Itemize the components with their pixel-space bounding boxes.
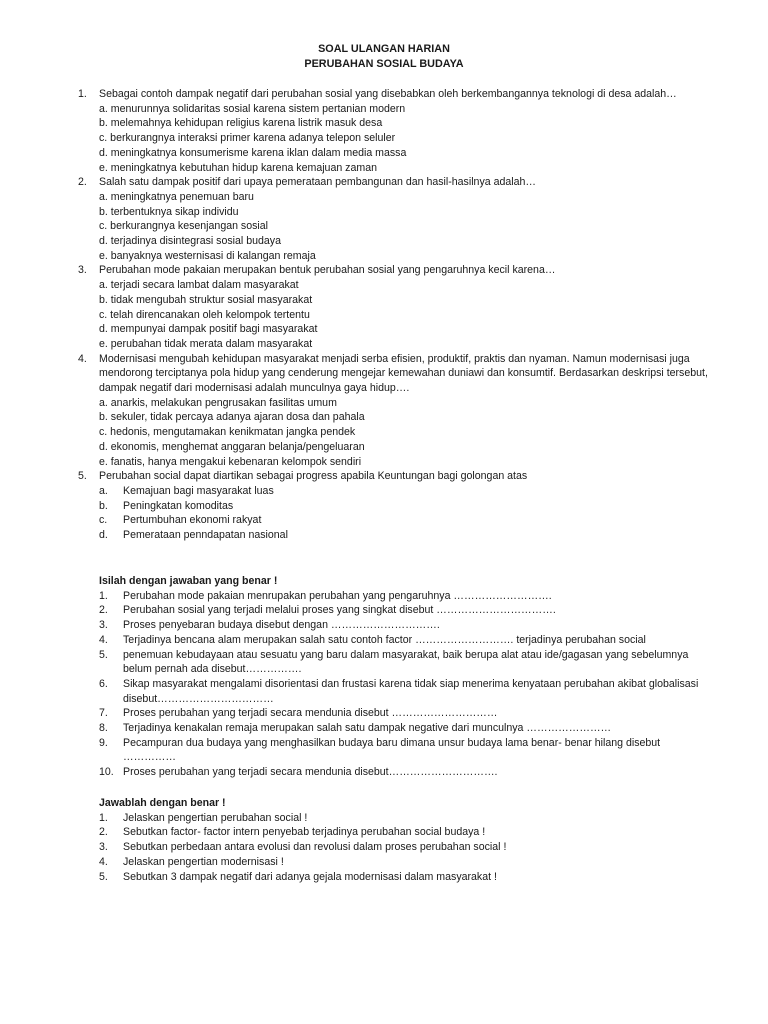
question-number: 5. bbox=[78, 470, 87, 483]
option-item: c. telah direncanakan oleh kelompok tertentu bbox=[99, 308, 310, 321]
question-text: Salah satu dampak positif dari upaya pemerataan pembangunan dan hasil-hasilnya adalah… bbox=[99, 176, 536, 189]
list-item bbox=[0, 721, 768, 736]
question-2 bbox=[0, 175, 768, 190]
list-item bbox=[0, 825, 768, 840]
question-text: Perubahan social dapat diartikan sebagai progress apabila Keuntungan bagi golongan atas bbox=[99, 470, 528, 483]
item-number: 2. bbox=[99, 604, 108, 617]
option-item: a. terjadi secara lambat dalam masyarakat bbox=[99, 279, 299, 292]
item-number: 6. bbox=[99, 677, 108, 690]
option-text: Pertumbuhan ekonomi rakyat bbox=[123, 514, 262, 527]
item-text: Pecampuran dua budaya yang menghasilkan budaya baru dimana unsur budaya lama benar- benar hilang disebut …………… bbox=[123, 736, 661, 764]
list-item bbox=[0, 840, 768, 855]
question-text: Modernisasi mengubah kehidupan masyarakat menjadi serba efisien, produktif, praktis dan nyaman. Namun modernisasi juga mendorong terciptanya pola hidup yang cenderung mengejar kemewahan duniawi dan konsumtif. Berdasarkan deskripsi tersebut, dampak negatif dari modernisasi adalah munculnya gaya hidup…. bbox=[99, 352, 708, 395]
section-title: Isilah dengan jawaban yang benar ! bbox=[99, 575, 278, 587]
list-item bbox=[0, 870, 768, 885]
item-text: Jelaskan pengertian modernisasi ! bbox=[123, 855, 284, 868]
option-item: d. mempunyai dampak positif bagi masyarakat bbox=[99, 323, 318, 336]
item-number: 5. bbox=[99, 648, 108, 661]
option-item: a. anarkis, melakukan pengrusakan fasilitas umum bbox=[99, 396, 337, 409]
list-item bbox=[0, 736, 768, 765]
item-number: 1. bbox=[99, 589, 108, 602]
question-number: 1. bbox=[78, 88, 87, 100]
document-subtitle: PERUBAHAN SOSIAL BUDAYA bbox=[304, 58, 464, 70]
option-letter: a. bbox=[99, 484, 108, 497]
option-item: b. melemahnya kehidupan religius karena listrik masuk desa bbox=[99, 117, 383, 130]
list-item bbox=[0, 677, 768, 706]
option-item bbox=[0, 513, 768, 528]
item-text: penemuan kebudayaan atau sesuatu yang baru dalam masyarakat, baik berupa alat atau ide/gagasan yang sebelumnya belum pernah ada disebut……………. bbox=[123, 648, 689, 676]
option-item bbox=[0, 528, 768, 543]
option-letter: b. bbox=[99, 499, 108, 512]
option-text: Kemajuan bagi masyarakat luas bbox=[123, 484, 274, 497]
list-item bbox=[0, 603, 768, 618]
item-number: 10. bbox=[99, 766, 114, 779]
item-text: Proses perubahan yang terjadi secara mendunia disebut…………………………. bbox=[123, 766, 498, 779]
question-text: Sebagai contoh dampak negatif dari perubahan sosial yang disebabkan oleh berkembangannya teknologi di desa adalah… bbox=[99, 88, 677, 100]
question-3 bbox=[0, 263, 768, 278]
essay-section bbox=[0, 796, 768, 884]
fill-in-section bbox=[0, 574, 768, 780]
item-text: Proses penyebaran budaya disebut dengan …………………………. bbox=[123, 619, 440, 632]
item-number: 8. bbox=[99, 722, 108, 735]
item-number: 3. bbox=[99, 841, 108, 854]
option-item: e. perubahan tidak merata dalam masyarakat bbox=[99, 337, 313, 350]
item-text: Sebutkan perbedaan antara evolusi dan revolusi dalam proses perubahan social ! bbox=[123, 841, 507, 854]
option-item: b. tidak mengubah struktur sosial masyarakat bbox=[99, 293, 313, 306]
option-item: a. meningkatnya penemuan baru bbox=[99, 190, 254, 203]
document-title: SOAL ULANGAN HARIAN bbox=[318, 43, 450, 55]
question-text: Perubahan mode pakaian merupakan bentuk perubahan sosial yang pengaruhnya kecil karena… bbox=[99, 264, 556, 277]
item-number: 4. bbox=[99, 855, 108, 868]
option-item: e. fanatis, hanya mengakui kebenaran kelompok sendiri bbox=[99, 455, 362, 468]
option-text: Peningkatan komoditas bbox=[123, 499, 234, 512]
item-text: Sikap masyarakat mengalami disorientasi dan frustasi karena tidak siap menerima kenyataan perubahan akibat globalisasi disebut…………………………… bbox=[123, 677, 699, 705]
item-text: Perubahan mode pakaian menrupakan perubahan yang pengaruhnya ………………………. bbox=[123, 589, 552, 602]
option-text: Pemerataan penndapatan nasional bbox=[123, 529, 288, 542]
item-number: 2. bbox=[99, 826, 108, 839]
item-text: Perubahan sosial yang terjadi melalui proses yang singkat disebut ……………………………. bbox=[123, 604, 556, 617]
item-number: 3. bbox=[99, 619, 108, 632]
list-item bbox=[0, 811, 768, 826]
option-item: b. sekuler, tidak percaya adanya ajaran dosa dan pahala bbox=[99, 411, 365, 424]
item-text: Proses perubahan yang terjadi secara mendunia disebut ………………………… bbox=[123, 707, 498, 720]
option-item: d. meningkatnya konsumerisme karena iklan dalam media massa bbox=[99, 146, 407, 159]
list-item bbox=[0, 633, 768, 648]
option-item: b. terbentuknya sikap individu bbox=[99, 205, 239, 218]
item-number: 7. bbox=[99, 707, 108, 720]
question-number: 2. bbox=[78, 176, 87, 189]
option-item bbox=[0, 484, 768, 499]
list-item bbox=[0, 648, 768, 677]
item-text: Sebutkan factor- factor intern penyebab terjadinya perubahan social budaya ! bbox=[123, 826, 486, 839]
item-text: Jelaskan pengertian perubahan social ! bbox=[123, 811, 308, 824]
option-item: d. ekonomis, menghemat anggaran belanja/pengeluaran bbox=[99, 440, 365, 453]
option-item: d. terjadinya disintegrasi sosial budaya bbox=[99, 235, 281, 248]
list-item bbox=[0, 618, 768, 633]
list-item bbox=[0, 706, 768, 721]
item-number: 5. bbox=[99, 870, 108, 883]
question-4 bbox=[0, 352, 768, 396]
question-5 bbox=[0, 469, 768, 484]
option-letter: c. bbox=[99, 514, 108, 527]
option-item: e. banyaknya westernisasi di kalangan remaja bbox=[99, 249, 316, 262]
document-header bbox=[0, 42, 768, 72]
item-text: Sebutkan 3 dampak negatif dari adanya gejala modernisasi dalam masyarakat ! bbox=[123, 870, 497, 883]
option-item: c. berkurangnya interaksi primer karena adanya telepon seluler bbox=[99, 132, 396, 145]
item-number: 4. bbox=[99, 633, 108, 646]
question-number: 4. bbox=[78, 352, 87, 365]
question-1 bbox=[0, 87, 768, 102]
question-number: 3. bbox=[78, 264, 87, 277]
multiple-choice-section bbox=[0, 87, 768, 543]
item-number: 1. bbox=[99, 811, 108, 824]
option-item: a. menurunnya solidaritas sosial karena sistem pertanian modern bbox=[99, 102, 406, 115]
section-title: Jawablah dengan benar ! bbox=[99, 797, 226, 809]
item-number: 9. bbox=[99, 736, 108, 749]
option-item bbox=[0, 499, 768, 514]
list-item bbox=[0, 855, 768, 870]
option-item: e. meningkatnya kebutuhan hidup karena kemajuan zaman bbox=[99, 161, 377, 174]
item-text: Terjadinya bencana alam merupakan salah satu contoh factor ………………………. terjadinya perubahan social bbox=[123, 633, 646, 646]
list-item bbox=[0, 589, 768, 604]
list-item bbox=[0, 765, 768, 780]
item-text: Terjadinya kenakalan remaja merupakan salah satu dampak negative dari munculnya …………………… bbox=[123, 722, 612, 735]
option-item: c. hedonis, mengutamakan kenikmatan jangka pendek bbox=[99, 426, 356, 439]
option-item: c. berkurangnya kesenjangan sosial bbox=[99, 220, 269, 233]
option-letter: d. bbox=[99, 529, 108, 542]
